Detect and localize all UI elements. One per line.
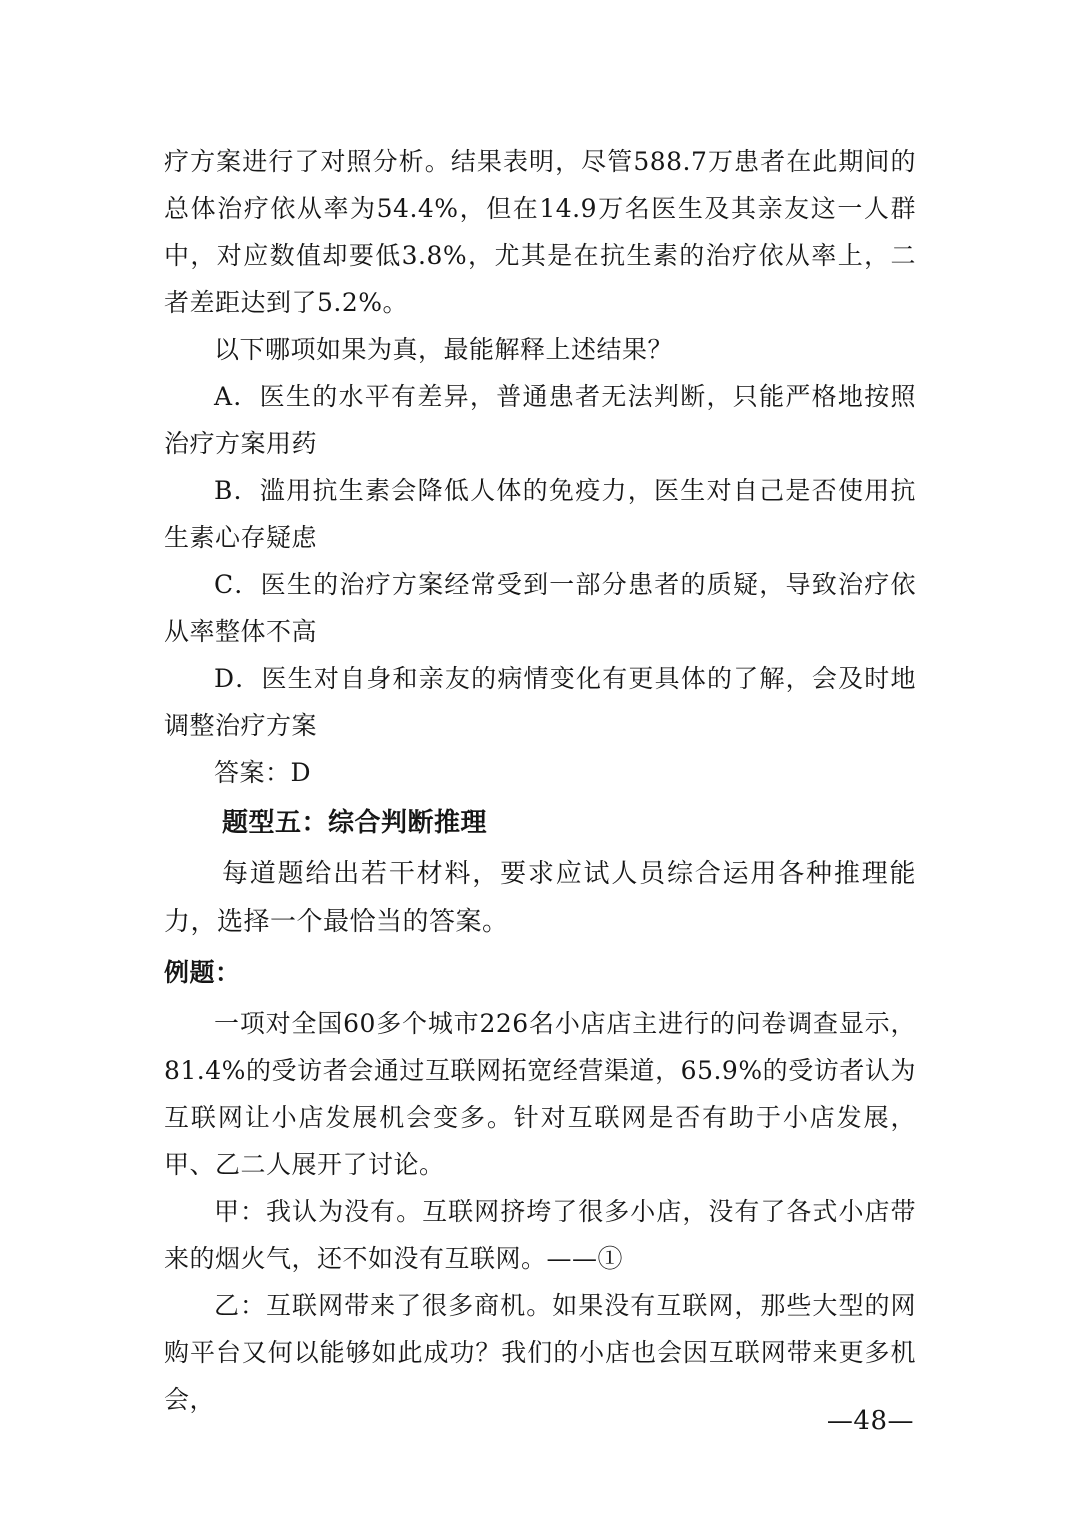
section-intro: 每道题给出若干材料，要求应试人员综合运用各种推理能力，选择一个最恰当的答案。 xyxy=(164,859,916,937)
page-content xyxy=(164,138,916,1423)
example-label: 例题： xyxy=(164,958,241,987)
option-b: B．滥用抗生素会降低人体的免疫力，医生对自己是否使用抗生素心存疑虑 xyxy=(164,476,916,552)
question-text: 以下哪项如果为真，最能解释上述结果？ xyxy=(214,335,674,364)
example-paragraph: 一项对全国60多个城市226名小店店主进行的问卷调查显示，81.4%的受访者会通过互联网拓宽经营渠道，65.9%的受访者认为互联网让小店发展机会变多。针对互联网是否有助于小店发展，甲、乙二人展开了讨论。 xyxy=(164,1009,916,1179)
option-a: A．医生的水平有差异，普通患者无法判断，只能严格地按照治疗方案用药 xyxy=(164,382,916,458)
speaker-jia: 甲：我认为没有。互联网挤垮了很多小店，没有了各式小店带来的烟火气，还不如没有互联网。——① xyxy=(164,1197,916,1273)
option-d: D．医生对自身和亲友的病情变化有更具体的了解，会及时地调整治疗方案 xyxy=(164,664,916,740)
option-c: C．医生的治疗方案经常受到一部分患者的质疑，导致治疗依从率整体不高 xyxy=(164,570,916,646)
answer-text: 答案：D xyxy=(214,758,312,787)
paragraph-study-results: 疗方案进行了对照分析。结果表明，尽管588.7万患者在此期间的总体治疗依从率为54.4%，但在14.9万名医生及其亲友这一人群中，对应数值却要低3.8%，尤其是在抗生素的治疗依从率上，二者差距达到了5.2%。 xyxy=(164,147,916,317)
speaker-yi: 乙：互联网带来了很多商机。如果没有互联网，那些大型的网购平台又何以能够如此成功？我们的小店也会因互联网带来更多机会， xyxy=(164,1291,916,1414)
page-number: —48— xyxy=(826,1406,914,1436)
section-heading: 题型五：综合判断推理 xyxy=(222,808,488,838)
